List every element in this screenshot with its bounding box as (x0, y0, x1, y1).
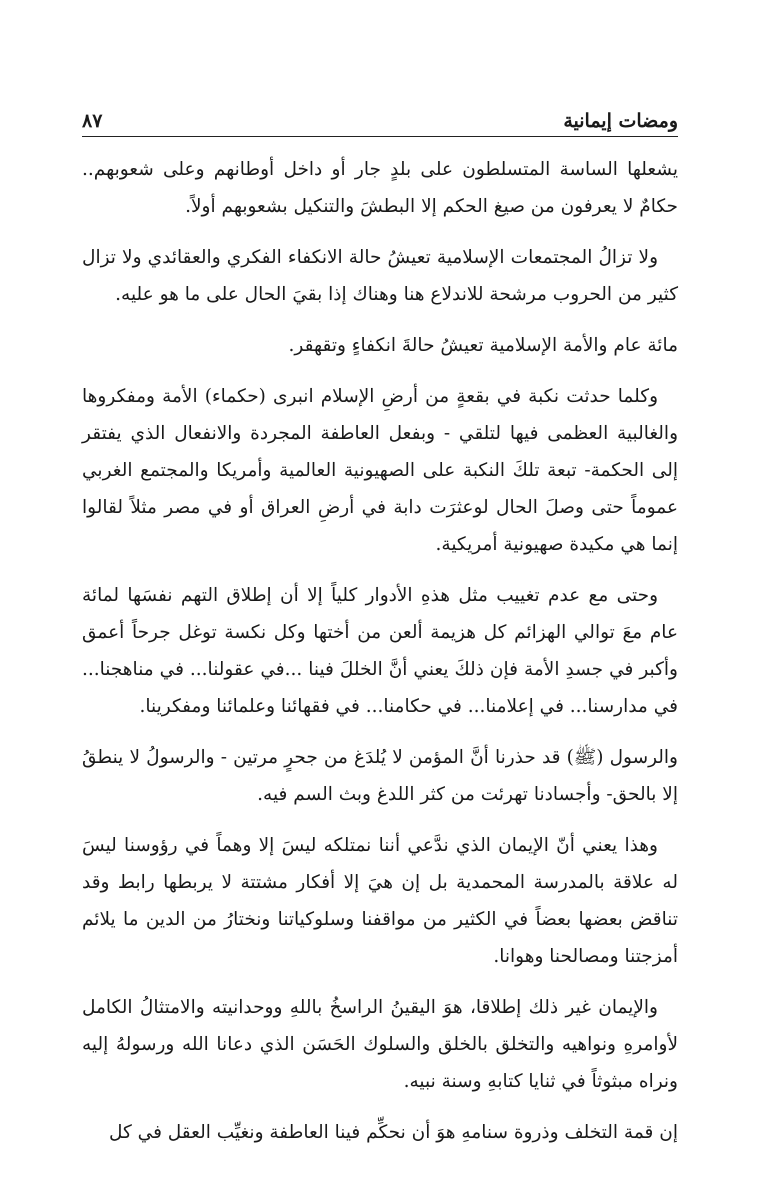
paragraph: والإيمان غير ذلك إطلاقا، هوَ اليقينُ الراسخُ باللهِ ووحدانيته والامتثالُ الكامل لأوامرهِ ونواهيه والتخلق بالخلق والسلوك الحَسَن الذي دعانا الله ورسولهُ إليه ونراه مبثوثاً في ثنايا كتابهِ وسنة نبيه. (82, 997, 678, 1092)
running-title: ومضات إيمانية (563, 110, 678, 132)
paragraph: والرسول (ﷺ) قد حذرنا أنَّ المؤمن لا يُلدَغ من جحرٍ مرتين - والرسولُ لا ينطقُ إلا بالحق- وأجسادنا تهرئت من كثر اللدغ وبث السم فيه. (82, 747, 678, 805)
paragraph: ولا تزالُ المجتمعات الإسلامية تعيشُ حالة الانكفاء الفكري والعقائدي ولا تزال كثير من الحروب مرشحة للاندلاع هنا وهناك إذا بقيَ الحال على ما هو عليه. (82, 247, 678, 305)
page-header (82, 100, 678, 137)
paragraph: وكلما حدثت نكبة في بقعةٍ من أرضِ الإسلام انبرى (حكماء) الأمة ومفكروها والغالبية العظمى فيها لتلقي - وبفعل العاطفة المجردة والانفعال الذي يفتقر إلى الحكمة- تبعة تلكَ النكبة على الصهيونية العالمية وأمريكا والمجتمع الغربي عموماً حتى وصلَ الحال لوعثرَت دابة في أرضِ العراق أو في مصر مثلاً لقالوا إنما هي مكيدة صهيونية أمريكية. (82, 386, 678, 555)
paragraph: مائة عام والأمة الإسلامية تعيشُ حالةَ انكفاءٍ وتقهقر. (288, 335, 678, 356)
page-number: ٨٧ (82, 110, 103, 132)
paragraph: يشعلها الساسة المتسلطون على بلدٍ جار أو داخل أوطانهم وعلى شعوبهم.. حكامٌ لا يعرفون من صيغ الحكم إلا البطشَ والتنكيل بشعوبهم أولاً. (82, 159, 678, 217)
paragraph: وهذا يعني أنّ الإيمان الذي ندَّعي أننا نمتلكه ليسَ إلا وهماً في رؤوسنا ليسَ له علاقة بالمدرسة المحمدية بل إن هيَ إلا أفكار مشتتة لا يربطها رابط وقد تناقض بعضها بعضاً في الكثير من مواقفنا وسلوكياتنا ونختارُ من الدين ما يلائم أمزجتنا ومصالحنا وهوانا. (82, 835, 678, 967)
body-text (82, 151, 678, 1151)
paragraph: إن قمة التخلف وذروة سنامهِ هوَ أن نحكِّم فينا العاطفة ونغيِّب العقل في كل (108, 1122, 678, 1143)
paragraph: وحتى مع عدم تغييب مثل هذهِ الأدوار كلياً إلا أن إطلاق التهم نفسَها لمائة عام معَ توالي الهزائم كل هزيمة ألعن من أختها وكل نكسة توغل جرحاً أعمق وأكبر في جسدِ الأمة فإن ذلكَ يعني أنَّ الخللَ فينا ...في عقولنا... في مناهجنا... في مدارسنا... في إعلامنا... في حكامنا... في فقهائنا وعلمائنا ومفكرينا. (82, 585, 678, 717)
